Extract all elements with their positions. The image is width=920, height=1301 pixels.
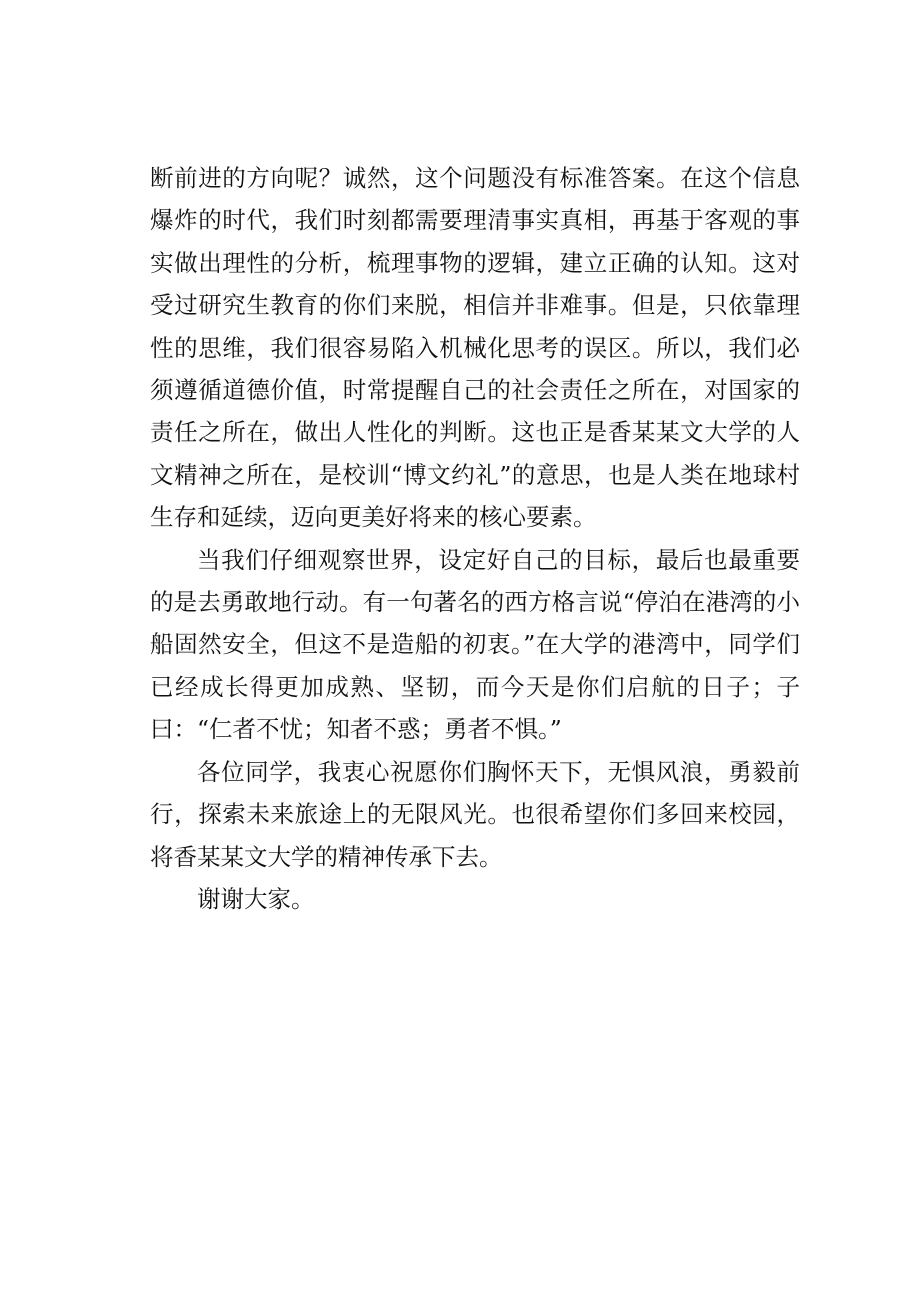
paragraph-wishes: 各位同学，我衷心祝愿你们胸怀天下，无惧风浪，勇毅前行，探索未来旅途上的无限风光。也很希望你们多回来校园，将香某某文大学的精神传承下去。 xyxy=(150,757,800,871)
document-body xyxy=(150,157,800,920)
paragraph-continuation: 断前进的方向呢？诚然，这个问题没有标准答案。在这个信息爆炸的时代，我们时刻都需要理清事实真相，再基于客观的事实做出理性的分析，梳理事物的逻辑，建立正确的认知。这对受过研究生教育的你们来脱，相信并非难事。但是，只依靠理性的思维，我们很容易陷入机械化思考的误区。所以，我们必须遵循道德价值，时常提醒自己的社会责任之所在，对国家的责任之所在，做出人性化的判断。这也正是香某某文大学的人文精神之所在，是校训“博文约礼”的意思，也是人类在地球村生存和延续，迈向更美好将来的核心要素。 xyxy=(150,164,800,532)
paragraph-thanks: 谢谢大家。 xyxy=(197,884,315,913)
paragraph-action: 当我们仔细观察世界，设定好自己的目标，最后也最重要的是去勇敢地行动。有一句著名的西方格言说“停泊在港湾的小船固然安全，但这不是造船的初衷。”在大学的港湾中，同学们已经成长得更加成熟、坚韧，而今天是你们启航的日子；子曰：“仁者不忧；知者不惑；勇者不惧。” xyxy=(150,545,800,744)
